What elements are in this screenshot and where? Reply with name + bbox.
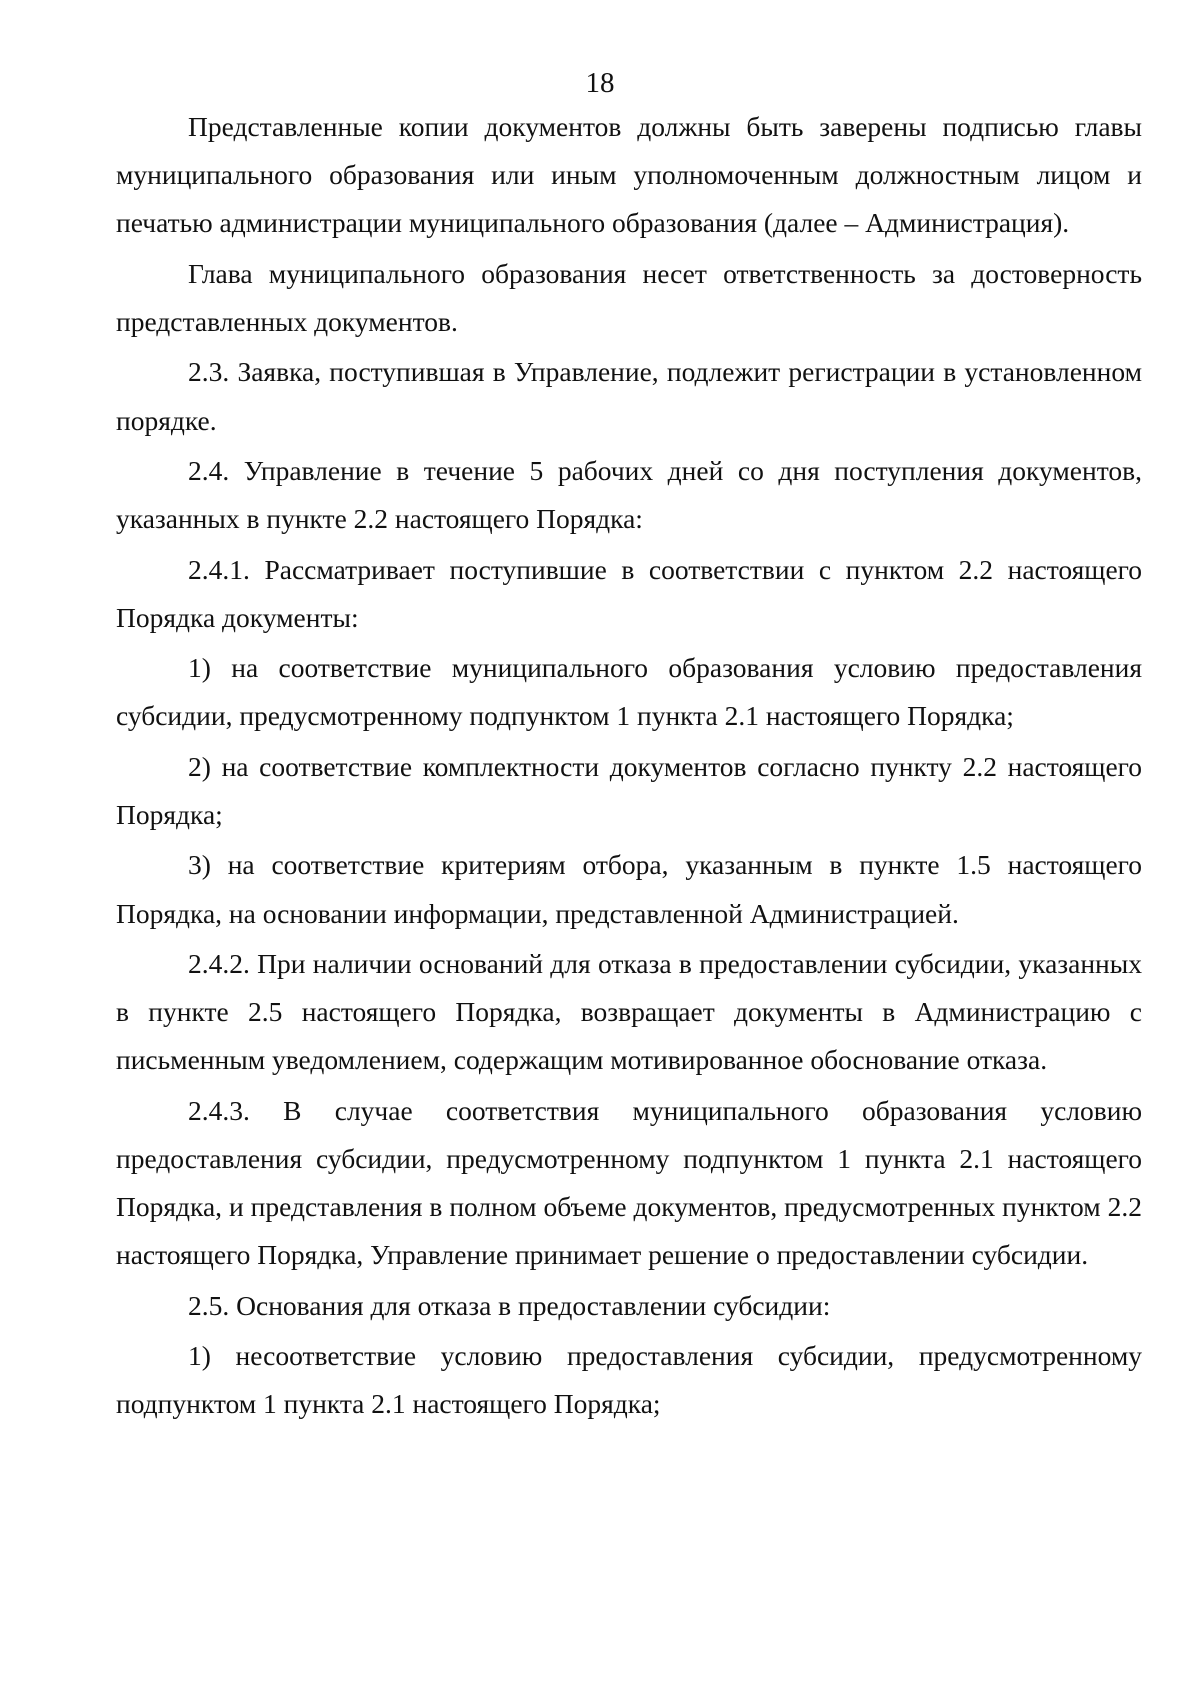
paragraph-copies-certification: Представленные копии документов должны быть заверены подписью главы муниципального образования или иным уполномоченным должностным лицом и печатью администрации муниципального образования (далее – Администрация). [116,111,1142,239]
paragraph-head-responsibility: Глава муниципального образования несет ответственность за достоверность представленных документов. [116,257,1142,337]
list-item-2-5-1: 1) несоответствие условию предоставления субсидии, предусмотренному подпунктом 1 пункта 2.1 настоящего Порядка; [116,1340,1142,1420]
list-item-2-4-1-1: 1) на соответствие муниципального образования условию предоставления субсидии, предусмотренному подпунктом 1 пункта 2.1 настоящего Порядка; [116,652,1142,732]
page-number: 18 [585,67,615,99]
paragraph-2-3: 2.3. Заявка, поступившая в Управление, подлежит регистрации в установленном порядке. [116,356,1142,436]
paragraph-2-4: 2.4. Управление в течение 5 рабочих дней со дня поступления документов, указанных в пункте 2.2 настоящего Порядка: [116,454,1142,535]
paragraph-2-4-1: 2.4.1. Рассматривает поступившие в соответствии с пунктом 2.2 настоящего Порядка документы: [116,553,1142,633]
document-body [116,103,1142,1431]
list-item-2-4-1-2: 2) на соответствие комплектности документов согласно пункту 2.2 настоящего Порядка; [116,750,1142,830]
paragraph-2-5: 2.5. Основания для отказа в предоставлении субсидии: [188,1289,831,1321]
paragraph-2-4-3: 2.4.3. В случае соответствия муниципального образования условию предоставления субсидии, предусмотренному подпунктом 1 пункта 2.1 настоящего Порядка, и представления в полном объеме документов, предусмотренных пунктом 2.2 настоящего Порядка, Управление принимает решение о предоставлении субсидии. [116,1094,1142,1271]
paragraph-2-4-2: 2.4.2. При наличии оснований для отказа в предоставлении субсидии, указанных в пункте 2.5 настоящего Порядка, возвращает документы в Администрацию с письменным уведомлением, содержащим мотивированное обоснование отказа. [116,947,1142,1076]
list-item-2-4-1-3: 3) на соответствие критериям отбора, указанным в пункте 1.5 настоящего Порядка, на основании информации, представленной Администрацией. [116,849,1142,929]
